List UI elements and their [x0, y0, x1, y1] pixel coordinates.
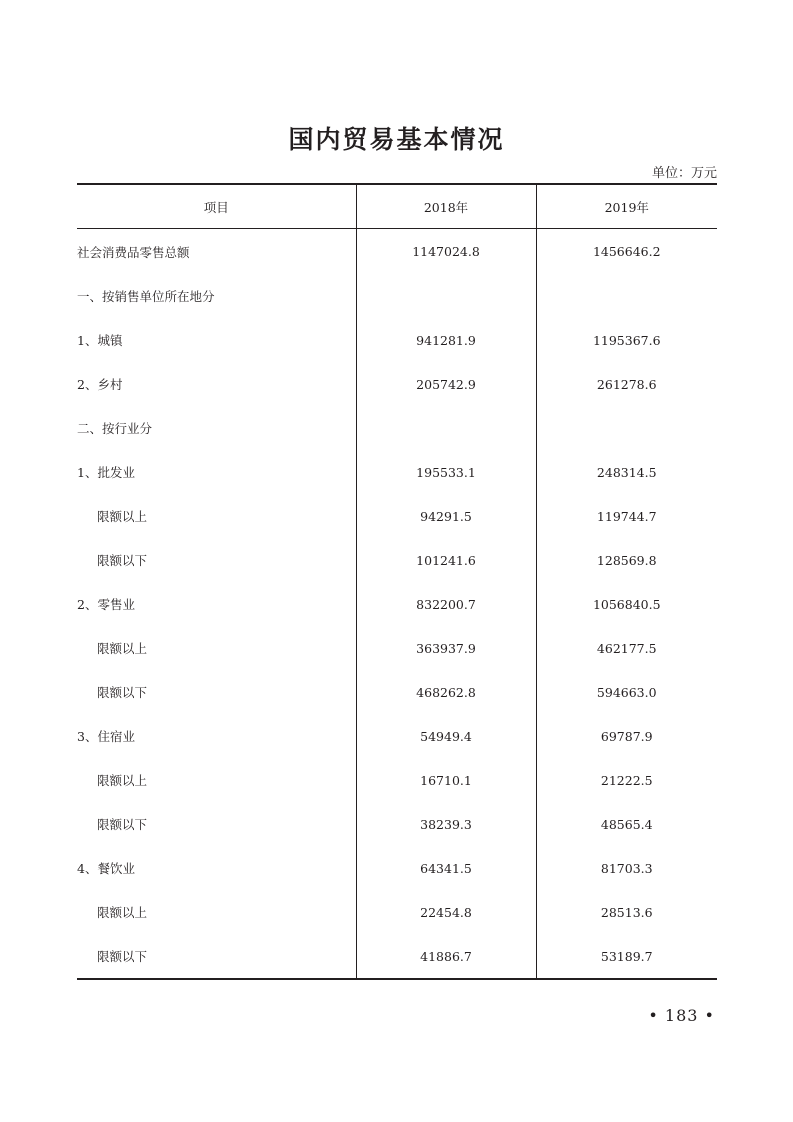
- table-row: [77, 670, 717, 714]
- value-2019: 594663.0: [536, 670, 717, 714]
- row-label: 限额以下: [97, 685, 148, 700]
- row-label: 4、餐饮业: [77, 861, 135, 876]
- table-row: [77, 494, 717, 538]
- value-2018: 54949.4: [356, 714, 536, 758]
- value-2019: 128569.8: [536, 538, 717, 582]
- table-row: [77, 934, 717, 979]
- row-label: 2、零售业: [77, 597, 135, 612]
- value-2018: 38239.3: [356, 802, 536, 846]
- value-2019: 1456646.2: [536, 229, 717, 275]
- value-2018: 832200.7: [356, 582, 536, 626]
- header-2019: 2019年: [536, 184, 717, 229]
- value-2019: 1056840.5: [536, 582, 717, 626]
- table-row: [77, 362, 717, 406]
- value-2019: 462177.5: [536, 626, 717, 670]
- trade-table: [77, 183, 717, 980]
- table-row: [77, 890, 717, 934]
- table-row: [77, 582, 717, 626]
- value-2018: 205742.9: [356, 362, 536, 406]
- value-2018: 1147024.8: [356, 229, 536, 275]
- value-2019: [536, 406, 717, 450]
- table-row: [77, 450, 717, 494]
- value-2018: 468262.8: [356, 670, 536, 714]
- page-title: 国内贸易基本情况: [288, 125, 505, 154]
- value-2018: 41886.7: [356, 934, 536, 979]
- value-2019: 248314.5: [536, 450, 717, 494]
- row-label: 限额以下: [97, 817, 148, 832]
- row-label: 一、按销售单位所在地分: [77, 289, 215, 304]
- header-item: 项目: [77, 184, 356, 229]
- value-2019: 119744.7: [536, 494, 717, 538]
- unit-label: 单位：万元: [651, 166, 717, 181]
- value-2019: 48565.4: [536, 802, 717, 846]
- row-label: 二、按行业分: [77, 421, 153, 436]
- value-2018: [356, 406, 536, 450]
- table-row: [77, 318, 717, 362]
- value-2018: 941281.9: [356, 318, 536, 362]
- row-label: 限额以上: [97, 641, 148, 656]
- table-row: [77, 714, 717, 758]
- row-label: 1、批发业: [77, 465, 135, 480]
- value-2018: [356, 274, 536, 318]
- value-2018: 363937.9: [356, 626, 536, 670]
- value-2018: 64341.5: [356, 846, 536, 890]
- value-2019: [536, 274, 717, 318]
- value-2018: 195533.1: [356, 450, 536, 494]
- table-row: [77, 758, 717, 802]
- row-label: 限额以下: [97, 949, 148, 964]
- row-label: 限额以上: [97, 905, 148, 920]
- page-number: • 183 •: [648, 1006, 715, 1025]
- row-label: 2、乡村: [77, 377, 123, 392]
- row-label: 3、住宿业: [77, 729, 135, 744]
- table-row: [77, 274, 717, 318]
- value-2018: 22454.8: [356, 890, 536, 934]
- value-2019: 21222.5: [536, 758, 717, 802]
- value-2018: 101241.6: [356, 538, 536, 582]
- row-label: 1、城镇: [77, 333, 123, 348]
- row-label: 社会消费品零售总额: [77, 244, 190, 260]
- value-2019: 81703.3: [536, 846, 717, 890]
- header-2018: 2018年: [356, 184, 536, 229]
- value-2019: 28513.6: [536, 890, 717, 934]
- row-label: 限额以上: [97, 773, 148, 788]
- table-row: [77, 229, 717, 275]
- table-header-row: [77, 184, 717, 229]
- value-2018: 94291.5: [356, 494, 536, 538]
- value-2019: 1195367.6: [536, 318, 717, 362]
- table-row: [77, 626, 717, 670]
- table-row: [77, 846, 717, 890]
- value-2019: 69787.9: [536, 714, 717, 758]
- table-row: [77, 802, 717, 846]
- value-2019: 53189.7: [536, 934, 717, 979]
- value-2018: 16710.1: [356, 758, 536, 802]
- table-row: [77, 538, 717, 582]
- row-label: 限额以上: [97, 509, 148, 524]
- value-2019: 261278.6: [536, 362, 717, 406]
- row-label: 限额以下: [97, 553, 148, 568]
- table-row: [77, 406, 717, 450]
